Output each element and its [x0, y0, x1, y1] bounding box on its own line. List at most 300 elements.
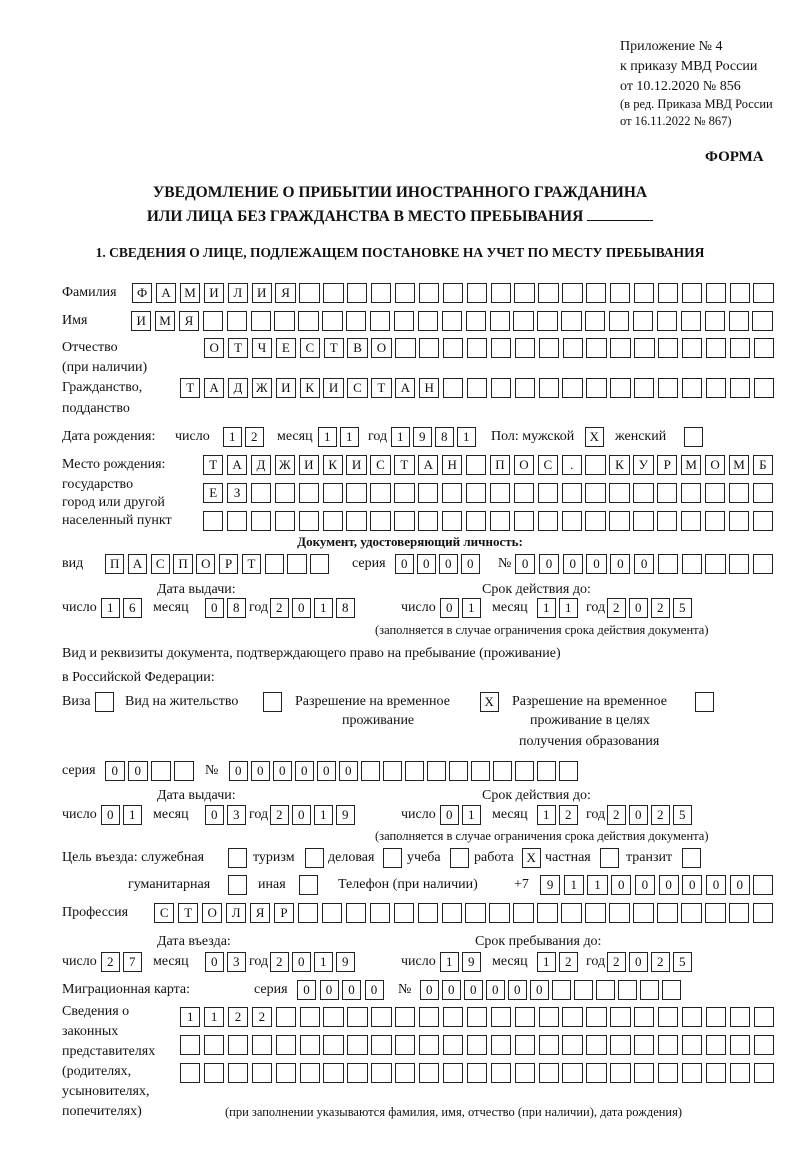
char-box[interactable]: 0 — [464, 980, 483, 1000]
char-box[interactable]: А — [395, 378, 415, 398]
char-box[interactable] — [539, 338, 559, 358]
char-box[interactable]: 1 — [123, 805, 142, 825]
char-box[interactable]: С — [300, 338, 320, 358]
char-box[interactable] — [322, 903, 342, 923]
char-box[interactable] — [706, 378, 726, 398]
char-box[interactable] — [610, 1007, 630, 1027]
char-box[interactable] — [513, 903, 533, 923]
char-box[interactable] — [467, 378, 487, 398]
char-box[interactable] — [395, 1063, 415, 1083]
char-box[interactable]: И — [204, 283, 224, 303]
char-box[interactable] — [706, 1035, 726, 1055]
char-box[interactable]: 8 — [336, 598, 355, 618]
char-box[interactable]: 2 — [651, 598, 670, 618]
char-box[interactable] — [228, 1063, 248, 1083]
char-box[interactable] — [298, 311, 318, 331]
char-box[interactable] — [443, 378, 463, 398]
char-box[interactable]: Ж — [275, 455, 295, 475]
char-box[interactable]: О — [705, 455, 725, 475]
char-box[interactable] — [466, 483, 486, 503]
char-box[interactable] — [585, 455, 605, 475]
char-box[interactable] — [180, 1063, 200, 1083]
checkbox[interactable]: X — [585, 427, 604, 447]
char-box[interactable]: 0 — [128, 761, 148, 781]
char-box[interactable] — [287, 554, 306, 574]
char-box[interactable] — [585, 311, 605, 331]
char-box[interactable]: 0 — [486, 980, 505, 1000]
char-box[interactable] — [539, 378, 559, 398]
checkbox[interactable] — [228, 875, 247, 895]
char-box[interactable]: 5 — [673, 952, 692, 972]
char-box[interactable]: О — [196, 554, 215, 574]
char-box[interactable]: 0 — [659, 875, 679, 895]
char-box[interactable]: 1 — [462, 598, 481, 618]
char-box[interactable]: 2 — [245, 427, 264, 447]
char-box[interactable] — [754, 1035, 774, 1055]
char-box[interactable] — [682, 1063, 702, 1083]
char-box[interactable] — [515, 338, 535, 358]
char-box[interactable] — [729, 511, 749, 531]
char-box[interactable] — [730, 338, 750, 358]
char-box[interactable]: С — [370, 455, 390, 475]
char-box[interactable] — [515, 1035, 535, 1055]
char-box[interactable] — [754, 1007, 774, 1027]
char-box[interactable] — [657, 311, 677, 331]
char-box[interactable]: О — [204, 338, 224, 358]
char-box[interactable] — [562, 483, 582, 503]
char-box[interactable] — [151, 761, 171, 781]
char-box[interactable]: 5 — [673, 598, 692, 618]
char-box[interactable] — [419, 1007, 439, 1027]
char-box[interactable] — [562, 511, 582, 531]
char-box[interactable]: 0 — [295, 761, 314, 781]
char-box[interactable] — [346, 483, 366, 503]
char-box[interactable] — [395, 283, 415, 303]
char-box[interactable]: З — [227, 483, 247, 503]
char-box[interactable] — [537, 761, 556, 781]
char-box[interactable]: 1 — [314, 598, 333, 618]
char-box[interactable] — [491, 338, 511, 358]
char-box[interactable]: П — [490, 455, 510, 475]
char-box[interactable] — [491, 1063, 511, 1083]
char-box[interactable] — [515, 761, 534, 781]
char-box[interactable]: 1 — [559, 598, 578, 618]
char-box[interactable] — [418, 311, 438, 331]
char-box[interactable]: 1 — [180, 1007, 200, 1027]
char-box[interactable] — [705, 903, 725, 923]
char-box[interactable]: 0 — [365, 980, 384, 1000]
char-box[interactable] — [682, 283, 702, 303]
char-box[interactable]: Т — [242, 554, 261, 574]
char-box[interactable]: И — [299, 455, 319, 475]
char-box[interactable]: А — [156, 283, 176, 303]
char-box[interactable] — [371, 1007, 391, 1027]
char-box[interactable] — [730, 283, 750, 303]
char-box[interactable]: 1 — [462, 805, 481, 825]
char-box[interactable] — [346, 311, 366, 331]
char-box[interactable]: 1 — [314, 805, 333, 825]
char-box[interactable] — [585, 903, 605, 923]
char-box[interactable]: Т — [394, 455, 414, 475]
char-box[interactable] — [754, 378, 774, 398]
char-box[interactable] — [539, 1035, 559, 1055]
char-box[interactable] — [514, 511, 534, 531]
char-box[interactable] — [443, 1063, 463, 1083]
char-box[interactable] — [323, 1035, 343, 1055]
char-box[interactable] — [538, 483, 558, 503]
char-box[interactable] — [633, 483, 653, 503]
char-box[interactable]: 1 — [587, 875, 607, 895]
char-box[interactable]: Д — [228, 378, 248, 398]
char-box[interactable]: 0 — [320, 980, 339, 1000]
char-box[interactable] — [752, 311, 772, 331]
char-box[interactable]: 1 — [440, 952, 459, 972]
char-box[interactable]: Н — [442, 455, 462, 475]
char-box[interactable] — [561, 903, 581, 923]
char-box[interactable] — [299, 283, 319, 303]
char-box[interactable] — [443, 338, 463, 358]
char-box[interactable] — [537, 903, 557, 923]
char-box[interactable] — [443, 1035, 463, 1055]
char-box[interactable] — [251, 311, 271, 331]
char-box[interactable]: 0 — [539, 554, 559, 574]
char-box[interactable] — [552, 980, 571, 1000]
char-box[interactable] — [618, 980, 637, 1000]
char-box[interactable] — [562, 1035, 582, 1055]
checkbox[interactable] — [228, 848, 247, 868]
char-box[interactable] — [300, 1063, 320, 1083]
char-box[interactable]: 0 — [611, 875, 631, 895]
char-box[interactable] — [633, 511, 653, 531]
char-box[interactable] — [418, 903, 438, 923]
char-box[interactable]: 0 — [730, 875, 750, 895]
char-box[interactable] — [394, 311, 414, 331]
char-box[interactable]: 0 — [563, 554, 583, 574]
char-box[interactable] — [347, 1063, 367, 1083]
char-box[interactable] — [490, 311, 510, 331]
char-box[interactable]: 0 — [205, 598, 224, 618]
char-box[interactable]: 0 — [297, 980, 316, 1000]
char-box[interactable] — [323, 283, 343, 303]
char-box[interactable]: Ч — [252, 338, 272, 358]
char-box[interactable]: 0 — [205, 805, 224, 825]
char-box[interactable] — [467, 1007, 487, 1027]
char-box[interactable]: Т — [228, 338, 248, 358]
char-box[interactable]: С — [151, 554, 170, 574]
char-box[interactable]: 2 — [252, 1007, 272, 1027]
char-box[interactable]: О — [202, 903, 222, 923]
char-box[interactable]: 2 — [651, 952, 670, 972]
char-box[interactable] — [323, 1063, 343, 1083]
char-box[interactable]: 0 — [105, 761, 125, 781]
char-box[interactable] — [634, 283, 654, 303]
char-box[interactable] — [515, 1007, 535, 1027]
char-box[interactable] — [466, 311, 486, 331]
char-box[interactable] — [204, 1035, 224, 1055]
char-box[interactable] — [753, 483, 773, 503]
char-box[interactable] — [443, 283, 463, 303]
char-box[interactable]: 0 — [339, 761, 358, 781]
checkbox[interactable]: X — [480, 692, 499, 712]
char-box[interactable]: 0 — [461, 554, 480, 574]
char-box[interactable] — [538, 283, 558, 303]
char-box[interactable]: Т — [203, 455, 223, 475]
char-box[interactable] — [276, 1007, 296, 1027]
char-box[interactable] — [251, 511, 271, 531]
char-box[interactable]: 0 — [292, 598, 311, 618]
char-box[interactable]: 0 — [317, 761, 336, 781]
char-box[interactable]: Я — [179, 311, 199, 331]
char-box[interactable] — [753, 903, 773, 923]
char-box[interactable] — [706, 1007, 726, 1027]
checkbox[interactable] — [450, 848, 469, 868]
char-box[interactable] — [323, 483, 343, 503]
checkbox[interactable] — [684, 427, 703, 447]
checkbox[interactable]: X — [522, 848, 541, 868]
char-box[interactable] — [705, 311, 725, 331]
char-box[interactable]: 0 — [395, 554, 414, 574]
char-box[interactable] — [574, 980, 593, 1000]
char-box[interactable] — [610, 378, 630, 398]
checkbox[interactable] — [95, 692, 114, 712]
char-box[interactable] — [490, 483, 510, 503]
char-box[interactable]: 1 — [340, 427, 359, 447]
char-box[interactable]: У — [633, 455, 653, 475]
char-box[interactable]: 0 — [205, 952, 224, 972]
char-box[interactable] — [347, 1007, 367, 1027]
char-box[interactable]: 0 — [515, 554, 535, 574]
checkbox[interactable] — [682, 848, 701, 868]
char-box[interactable] — [754, 338, 774, 358]
char-box[interactable]: Б — [753, 455, 773, 475]
char-box[interactable]: 0 — [635, 875, 655, 895]
char-box[interactable] — [204, 1063, 224, 1083]
char-box[interactable]: 0 — [229, 761, 248, 781]
char-box[interactable]: Ж — [252, 378, 272, 398]
char-box[interactable] — [467, 1063, 487, 1083]
char-box[interactable] — [300, 1007, 320, 1027]
char-box[interactable] — [585, 511, 605, 531]
char-box[interactable]: 9 — [462, 952, 481, 972]
char-box[interactable]: 2 — [228, 1007, 248, 1027]
char-box[interactable] — [515, 378, 535, 398]
char-box[interactable] — [371, 283, 391, 303]
char-box[interactable] — [323, 1007, 343, 1027]
char-box[interactable]: Я — [250, 903, 270, 923]
char-box[interactable] — [730, 378, 750, 398]
char-box[interactable] — [276, 1035, 296, 1055]
char-box[interactable] — [370, 903, 390, 923]
char-box[interactable] — [682, 1035, 702, 1055]
char-box[interactable] — [610, 283, 630, 303]
char-box[interactable] — [586, 1063, 606, 1083]
char-box[interactable] — [657, 483, 677, 503]
char-box[interactable] — [274, 311, 294, 331]
char-box[interactable]: И — [323, 378, 343, 398]
char-box[interactable] — [753, 875, 773, 895]
char-box[interactable] — [634, 338, 654, 358]
char-box[interactable]: 3 — [227, 805, 246, 825]
char-box[interactable]: 1 — [204, 1007, 224, 1027]
char-box[interactable]: Л — [226, 903, 246, 923]
char-box[interactable] — [705, 483, 725, 503]
char-box[interactable]: 0 — [101, 805, 120, 825]
char-box[interactable] — [275, 511, 295, 531]
char-box[interactable]: 2 — [270, 805, 289, 825]
char-box[interactable] — [227, 511, 247, 531]
char-box[interactable]: О — [371, 338, 391, 358]
char-box[interactable] — [490, 511, 510, 531]
char-box[interactable] — [471, 761, 490, 781]
char-box[interactable]: 0 — [586, 554, 606, 574]
char-box[interactable]: 0 — [610, 554, 630, 574]
char-box[interactable] — [662, 980, 681, 1000]
char-box[interactable]: Р — [657, 455, 677, 475]
char-box[interactable] — [427, 761, 446, 781]
char-box[interactable]: О — [514, 455, 534, 475]
char-box[interactable]: 2 — [607, 952, 626, 972]
char-box[interactable]: Т — [180, 378, 200, 398]
char-box[interactable]: Р — [219, 554, 238, 574]
char-box[interactable] — [394, 483, 414, 503]
char-box[interactable] — [561, 311, 581, 331]
char-box[interactable] — [395, 1007, 415, 1027]
char-box[interactable]: 2 — [607, 805, 626, 825]
char-box[interactable]: 2 — [270, 952, 289, 972]
char-box[interactable] — [515, 1063, 535, 1083]
char-box[interactable] — [419, 1063, 439, 1083]
char-box[interactable] — [174, 761, 194, 781]
char-box[interactable] — [753, 554, 773, 574]
char-box[interactable]: 5 — [673, 805, 692, 825]
char-box[interactable]: 0 — [417, 554, 436, 574]
char-box[interactable] — [383, 761, 402, 781]
char-box[interactable] — [753, 511, 773, 531]
char-box[interactable] — [681, 483, 701, 503]
char-box[interactable]: 1 — [537, 805, 556, 825]
char-box[interactable] — [609, 483, 629, 503]
char-box[interactable]: 1 — [314, 952, 333, 972]
char-box[interactable] — [706, 1063, 726, 1083]
char-box[interactable] — [634, 1007, 654, 1027]
checkbox[interactable] — [263, 692, 282, 712]
char-box[interactable]: 0 — [292, 805, 311, 825]
char-box[interactable]: К — [300, 378, 320, 398]
char-box[interactable]: 0 — [342, 980, 361, 1000]
char-box[interactable] — [513, 311, 533, 331]
char-box[interactable]: Р — [274, 903, 294, 923]
char-box[interactable]: . — [562, 455, 582, 475]
char-box[interactable]: А — [227, 455, 247, 475]
char-box[interactable] — [310, 554, 329, 574]
char-box[interactable] — [442, 483, 462, 503]
char-box[interactable]: Д — [251, 455, 271, 475]
char-box[interactable] — [370, 483, 390, 503]
char-box[interactable] — [658, 338, 678, 358]
char-box[interactable] — [682, 554, 702, 574]
char-box[interactable]: К — [609, 455, 629, 475]
char-box[interactable]: И — [252, 283, 272, 303]
char-box[interactable]: Ф — [132, 283, 152, 303]
char-box[interactable] — [442, 511, 462, 531]
char-box[interactable]: 1 — [101, 598, 120, 618]
char-box[interactable] — [322, 311, 342, 331]
char-box[interactable] — [682, 1007, 702, 1027]
char-box[interactable] — [705, 511, 725, 531]
char-box[interactable]: П — [173, 554, 192, 574]
char-box[interactable] — [370, 311, 390, 331]
char-box[interactable]: И — [131, 311, 151, 331]
char-box[interactable] — [442, 311, 462, 331]
char-box[interactable]: 0 — [251, 761, 270, 781]
char-box[interactable]: 0 — [440, 598, 459, 618]
char-box[interactable] — [347, 1035, 367, 1055]
char-box[interactable] — [562, 378, 582, 398]
char-box[interactable]: 0 — [439, 554, 458, 574]
char-box[interactable] — [633, 903, 653, 923]
char-box[interactable]: А — [204, 378, 224, 398]
char-box[interactable]: 0 — [508, 980, 527, 1000]
char-box[interactable] — [467, 338, 487, 358]
char-box[interactable] — [395, 338, 415, 358]
char-box[interactable]: 0 — [629, 952, 648, 972]
char-box[interactable]: 0 — [629, 598, 648, 618]
char-box[interactable] — [418, 483, 438, 503]
char-box[interactable] — [299, 483, 319, 503]
char-box[interactable]: 9 — [540, 875, 560, 895]
char-box[interactable] — [586, 378, 606, 398]
char-box[interactable] — [586, 1035, 606, 1055]
char-box[interactable] — [658, 1063, 678, 1083]
char-box[interactable] — [491, 1035, 511, 1055]
char-box[interactable] — [682, 378, 702, 398]
char-box[interactable] — [586, 1007, 606, 1027]
char-box[interactable] — [395, 1035, 415, 1055]
char-box[interactable] — [754, 1063, 774, 1083]
char-box[interactable]: 2 — [607, 598, 626, 618]
char-box[interactable]: М — [681, 455, 701, 475]
char-box[interactable] — [370, 511, 390, 531]
char-box[interactable] — [609, 903, 629, 923]
char-box[interactable] — [633, 311, 653, 331]
char-box[interactable] — [300, 1035, 320, 1055]
char-box[interactable] — [180, 1035, 200, 1055]
char-box[interactable]: Е — [276, 338, 296, 358]
char-box[interactable]: А — [128, 554, 147, 574]
char-box[interactable] — [658, 1035, 678, 1055]
char-box[interactable] — [347, 283, 367, 303]
char-box[interactable] — [419, 338, 439, 358]
char-box[interactable]: 1 — [537, 598, 556, 618]
char-box[interactable] — [394, 903, 414, 923]
char-box[interactable]: 1 — [391, 427, 410, 447]
char-box[interactable] — [491, 378, 511, 398]
char-box[interactable] — [705, 554, 725, 574]
char-box[interactable]: 0 — [442, 980, 461, 1000]
char-box[interactable] — [493, 761, 512, 781]
char-box[interactable]: П — [105, 554, 124, 574]
char-box[interactable]: 0 — [682, 875, 702, 895]
char-box[interactable]: 3 — [227, 952, 246, 972]
char-box[interactable] — [418, 511, 438, 531]
char-box[interactable] — [596, 980, 615, 1000]
char-box[interactable] — [681, 903, 701, 923]
char-box[interactable] — [585, 483, 605, 503]
char-box[interactable] — [466, 455, 486, 475]
char-box[interactable] — [730, 1035, 750, 1055]
char-box[interactable] — [371, 1035, 391, 1055]
char-box[interactable] — [299, 511, 319, 531]
